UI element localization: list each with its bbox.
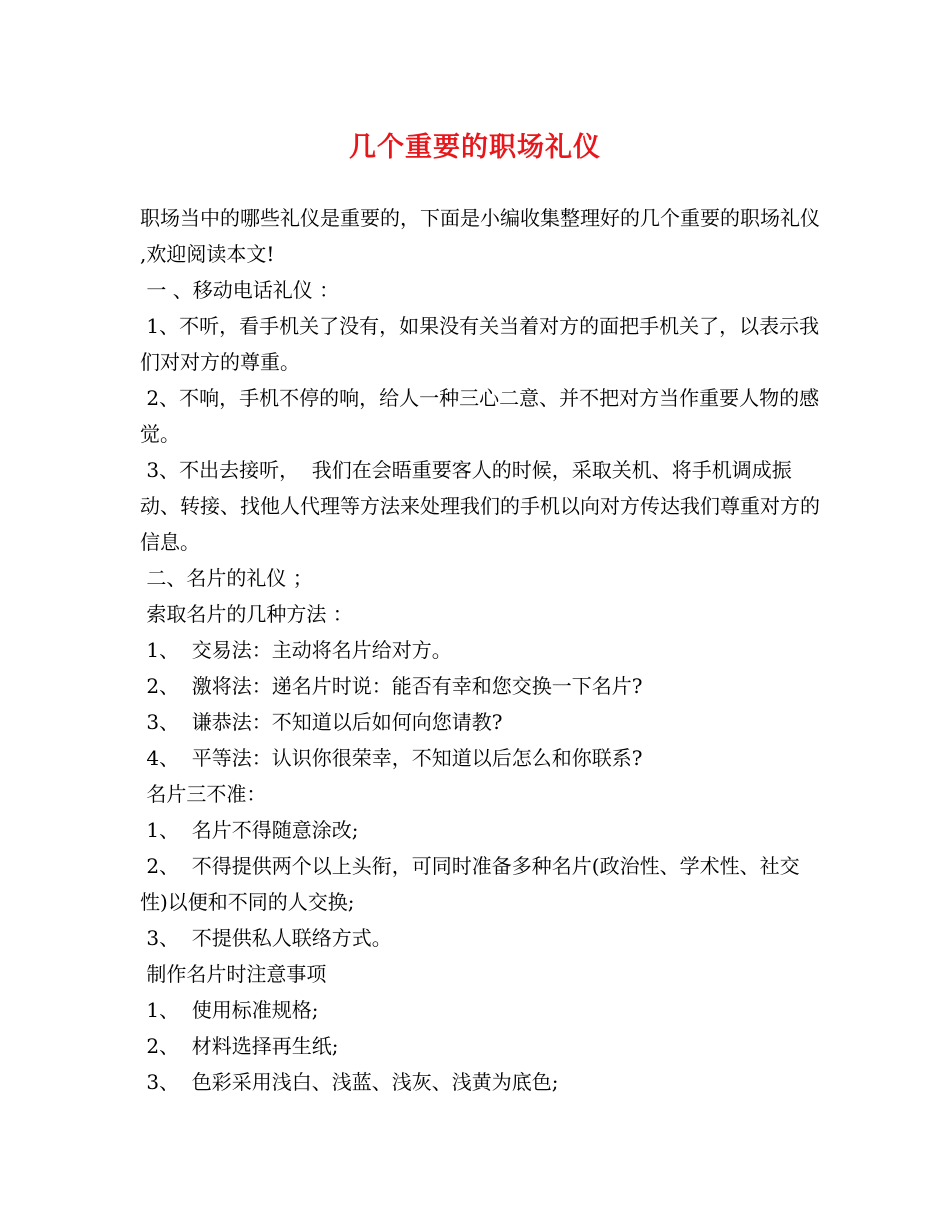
intro-paragraph: 职场当中的哪些礼仪是重要的，下面是小编收集整理好的几个重要的职场礼仪 ,欢迎阅读本文! xyxy=(140,206,827,266)
list-item: 1、 使用标准规格; xyxy=(140,998,319,1022)
list-item: 3、 不提供私人联络方式。 xyxy=(140,926,392,950)
list-item: 1、 名片不得随意涂改; xyxy=(140,818,359,842)
subheading-request-methods: 索取名片的几种方法 ： xyxy=(140,602,353,626)
subheading-making-cards: 制作名片时注意事项 xyxy=(140,962,327,986)
list-item: 3、 谦恭法：不知道以后如何向您请教? xyxy=(140,710,503,734)
list-item: 2、不响，手机不停的响，给人一种三心二意、并不把对方当作重要人物的感觉。 xyxy=(140,386,820,446)
list-item: 2、 激将法：递名片时说：能否有幸和您交换一下名片? xyxy=(140,674,643,698)
subheading-three-rules: 名片三不准： xyxy=(140,782,267,806)
list-item: 3、 色彩采用浅白、浅蓝、浅灰、浅黄为底色; xyxy=(140,1070,559,1094)
list-item: 1、不听，看手机关了没有，如果没有关当着对方的面把手机关了，以表示我们对对方的尊重。 xyxy=(140,314,820,374)
list-item: 3、不出去接听， 我们在会晤重要客人的时候，采取关机、将手机调成振动、转接、找他人代理等方法来处理我们的手机以向对方传达我们尊重对方的信息。 xyxy=(140,458,820,554)
list-item: 2、 材料选择再生纸; xyxy=(140,1034,339,1058)
section-heading-business-card: 二、名片的礼仪 ； xyxy=(140,566,313,590)
list-item: 2、 不得提供两个以上头衔，可同时准备多种名片(政治性、学术性、社交性)以便和不同的人交换; xyxy=(140,854,800,914)
section-heading-mobile-phone: 一 、移动电话礼仪 ： xyxy=(140,278,340,302)
list-item: 4、 平等法：认识你很荣幸，不知道以后怎么和你联系? xyxy=(140,746,643,770)
document-body xyxy=(140,200,827,1100)
page-title: 几个重要的职场礼仪 xyxy=(349,132,601,163)
list-item: 1、 交易法：主动将名片给对方。 xyxy=(140,638,452,662)
